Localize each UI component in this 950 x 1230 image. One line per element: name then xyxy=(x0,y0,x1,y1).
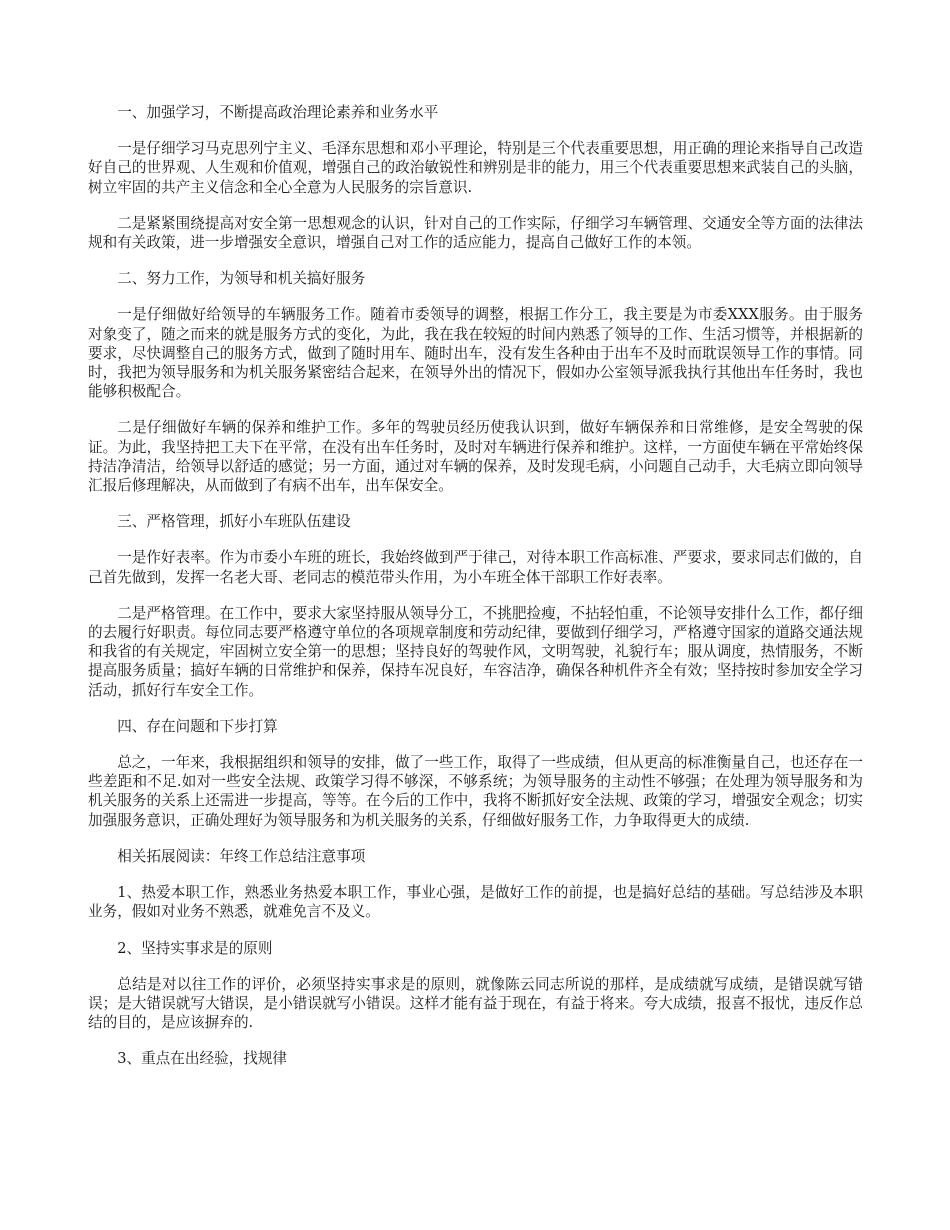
paragraph: 二是严格管理。在工作中，要求大家坚持服从领导分工，不挑肥捡瘦，不拈轻怕重，不论领导安排什么工作，都仔细的去履行好职责。每位同志要严格遵守单位的各项规章制度和劳动纪律，要做到仔细学习，严格遵守国家的道路交通法规和我省的有关规定，牢固树立安全第一的思想；坚持良好的驾驶作风，文明驾驶，礼貌行车；服从调度，热情服务，不断提高服务质量；搞好车辆的日常维护和保养，保持车况良好，车容洁净，确保各种机件齐全有效；坚持按时参加安全学习活动，抓好行车安全工作。 xyxy=(88,604,863,699)
paragraph: 一是仔细做好给领导的车辆服务工作。随着市委领导的调整，根据工作分工，我主要是为市委XXX服务。由于服务对象变了，随之而来的就是服务方式的变化，为此，我在我在较短的时间内熟悉了领导的工作、生活习惯等，并根据新的要求，尽快调整自己的服务方式，做到了随时用车、随时出车，没有发生各种由于出车不及时而耽误领导工作的事情。同时，我把为领导服务和为机关服务紧密结合起来，在领导外出的情况下，假如办公室领导派我执行其他出车任务时，我也能够积极配合。 xyxy=(88,306,863,401)
paragraph: 1、热爱本职工作，熟悉业务热爱本职工作，事业心强，是做好工作的前提，也是搞好总结的基础。写总结涉及本职业务，假如对业务不熟悉，就难免言不及义。 xyxy=(88,884,863,921)
paragraph: 总之，一年来，我根据组织和领导的安排，做了一些工作，取得了一些成绩，但从更高的标准衡量自己，也还存在一些差距和不足.如对一些安全法规、政策学习得不够深，不够系统；为领导服务的主动性不够强；在处理为领导服务和为机关服务的关系上还需进一步提高，等等。在今后的工作中，我将不断抓好安全法规、政策的学习，增强安全观念；切实加强服务意识，正确处理好为领导服务和为机关服务的关系，仔细做好服务工作，力争取得更大的成绩. xyxy=(88,754,863,829)
section-heading-2: 二、努力工作，为领导和机关搞好服务 xyxy=(117,270,366,288)
paragraph: 二是仔细做好车辆的保养和维护工作。多年的驾驶员经历使我认识到，做好车辆保养和日常维修，是安全驾驶的保证。为此，我坚持把工夫下在平常，在没有出车任务时，及时对车辆进行保养和维护。这样，一方面使车辆在平常始终保持洁净清洁，给领导以舒适的感觉；另一方面，通过对车辆的保养，及时发现毛病，小问题自己动手，大毛病立即向领导汇报后修理解决，从而做到了有病不出车，出车保安全。 xyxy=(88,419,863,495)
subheading-2: 2、坚持实事求是的原则 xyxy=(117,939,273,957)
related-reading-heading: 相关拓展阅读：年终工作总结注意事项 xyxy=(117,847,366,865)
document-body xyxy=(88,103,863,1086)
section-heading-4: 四、存在问题和下步打算 xyxy=(117,717,278,735)
paragraph: 总结是对以往工作的评价，必须坚持实事求是的原则，就像陈云同志所说的那样，是成绩就写成绩，是错误就写错误；是大错误就写大错误，是小错误就写小错误。这样才能有益于现在，有益于将来。夸大成绩，报喜不报忧，违反作总结的目的，是应该摒弃的. xyxy=(88,975,863,1032)
section-heading-3: 三、严格管理，抓好小车班队伍建设 xyxy=(117,513,351,531)
paragraph: 一是作好表率。作为市委小车班的班长，我始终做到严于律己，对待本职工作高标准、严要求，要求同志们做的，自己首先做到，发挥一名老大哥、老同志的模范带头作用，为小车班全体干部职工作好表率。 xyxy=(88,549,863,586)
subheading-3: 3、重点在出经验，找规律 xyxy=(117,1050,288,1068)
section-heading-1: 一、加强学习，不断提高政治理论素养和业务水平 xyxy=(117,104,439,121)
paragraph: 二是紧紧围绕提高对安全第一思想观念的认识，针对自己的工作实际，仔细学习车辆管理、交通安全等方面的法律法规和有关政策，进一步增强安全意识，增强自己对工作的适应能力，提高自己做好工作的本领。 xyxy=(88,214,863,252)
paragraph: 一是仔细学习马克思列宁主义、毛泽东思想和邓小平理论，特别是三个代表重要思想，用正确的理论来指导自己改造好自己的世界观、人生观和价值观，增强自己的政治敏锐性和辨别是非的能力，用三个代表重要思想来武装自己的头脑，树立牢固的共产主义信念和全心全意为人民服务的宗旨意识. xyxy=(88,140,863,196)
